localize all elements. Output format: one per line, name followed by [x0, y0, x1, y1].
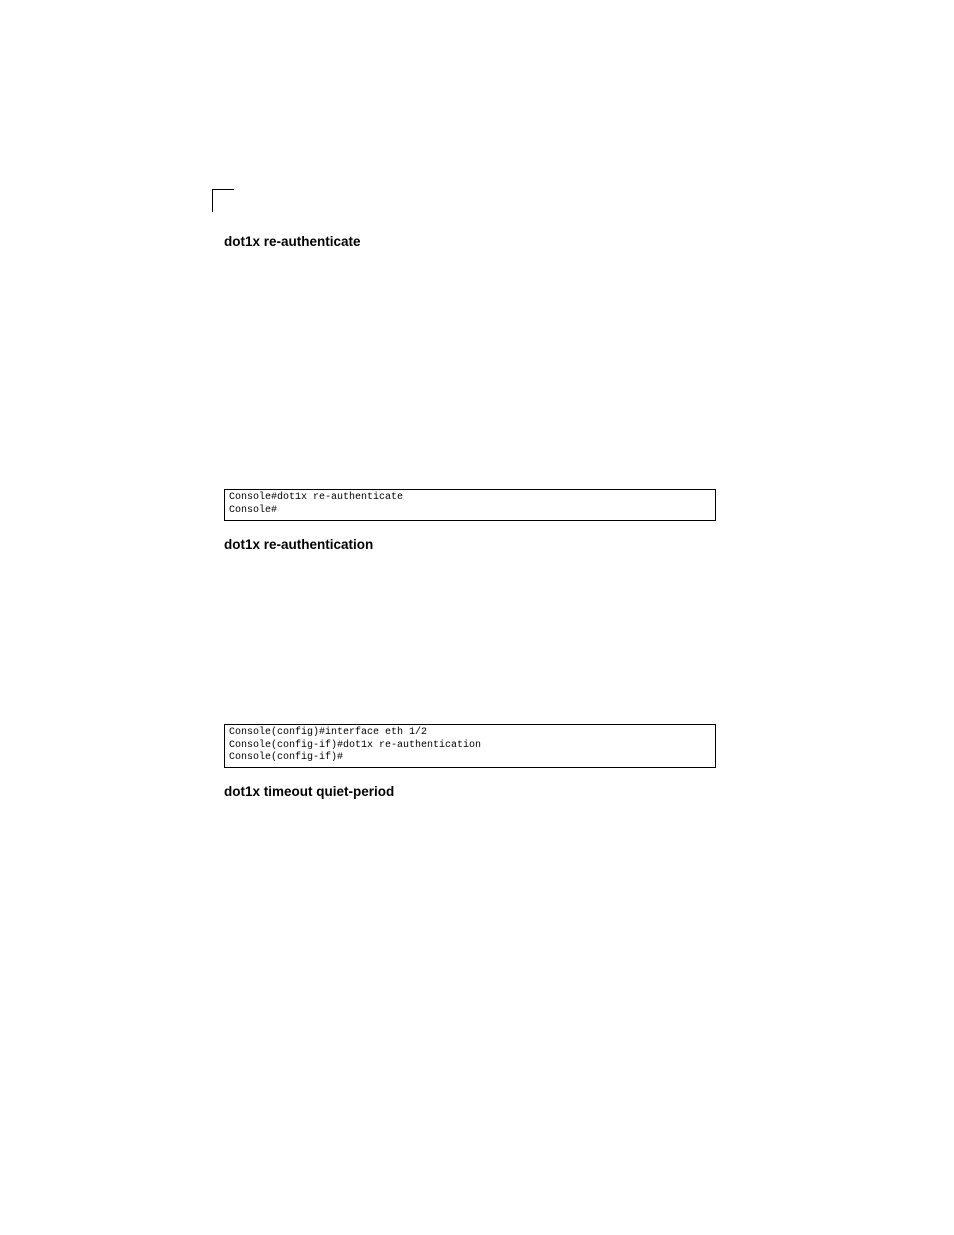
code-example-re-authentication [224, 724, 716, 768]
code-example-re-authenticate [224, 489, 716, 521]
code-line: Console#dot1x re-authenticate [229, 492, 404, 503]
heading-dot1x-re-authenticate: dot1x re-authenticate [224, 234, 361, 249]
code-line: Console(config-if)# [229, 752, 344, 763]
code-line: Console(config-if)#dot1x re-authentication [229, 739, 482, 751]
code-line: Console(config)#interface eth 1/2 [229, 727, 428, 738]
heading-dot1x-timeout-quiet-period: dot1x timeout quiet-period [224, 784, 395, 799]
code-line: Console# [229, 504, 278, 516]
heading-dot1x-re-authentication: dot1x re-authentication [224, 537, 374, 552]
page-corner-crop-mark [212, 189, 234, 212]
